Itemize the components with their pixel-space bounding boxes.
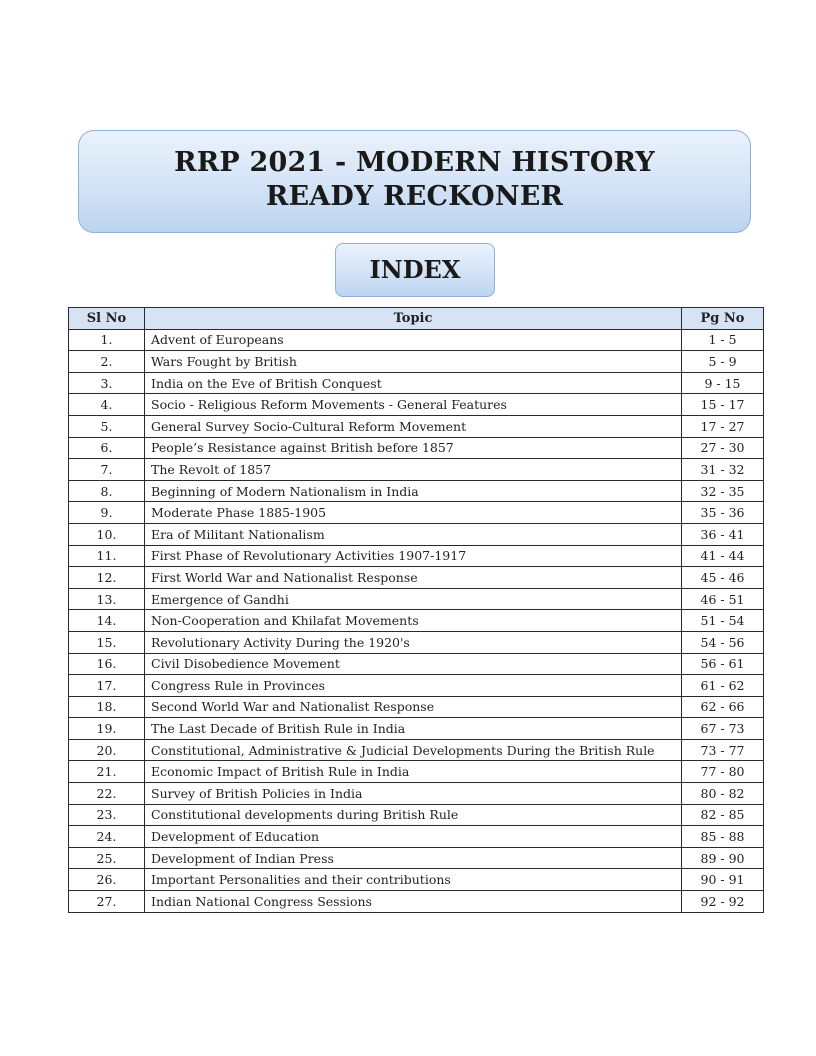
page-range-cell: 77 - 80 <box>682 761 764 783</box>
sl-no-cell: 27. <box>69 891 145 913</box>
table-row <box>69 545 764 567</box>
header-sl-no: Sl No <box>69 308 145 330</box>
table-row <box>69 329 764 351</box>
page-range-cell: 32 - 35 <box>682 480 764 502</box>
sl-no-cell: 22. <box>69 783 145 805</box>
topic-cell: First Phase of Revolutionary Activities 1907-1917 <box>145 545 682 567</box>
page-range-cell: 61 - 62 <box>682 675 764 697</box>
table-row <box>69 847 764 869</box>
table-row <box>69 653 764 675</box>
topic-cell: Moderate Phase 1885-1905 <box>145 502 682 524</box>
topic-cell: People’s Resistance against British before 1857 <box>145 437 682 459</box>
table-row <box>69 739 764 761</box>
topic-cell: Constitutional, Administrative & Judicial Developments During the British Rule <box>145 739 682 761</box>
page-range-cell: 89 - 90 <box>682 847 764 869</box>
topic-cell: Civil Disobedience Movement <box>145 653 682 675</box>
sl-no-cell: 16. <box>69 653 145 675</box>
topic-cell: The Last Decade of British Rule in India <box>145 718 682 740</box>
topic-cell: Constitutional developments during British Rule <box>145 804 682 826</box>
header-topic: Topic <box>145 308 682 330</box>
table-row <box>69 804 764 826</box>
page-range-cell: 27 - 30 <box>682 437 764 459</box>
topic-cell: Development of Indian Press <box>145 847 682 869</box>
table-row <box>69 675 764 697</box>
table-row <box>69 459 764 481</box>
page-range-cell: 36 - 41 <box>682 523 764 545</box>
sl-no-cell: 23. <box>69 804 145 826</box>
topic-cell: Congress Rule in Provinces <box>145 675 682 697</box>
page-range-cell: 85 - 88 <box>682 826 764 848</box>
topic-cell: Non-Cooperation and Khilafat Movements <box>145 610 682 632</box>
page-range-cell: 17 - 27 <box>682 415 764 437</box>
topic-cell: Second World War and Nationalist Response <box>145 696 682 718</box>
page-range-cell: 9 - 15 <box>682 372 764 394</box>
sl-no-cell: 13. <box>69 588 145 610</box>
page-range-cell: 80 - 82 <box>682 783 764 805</box>
sl-no-cell: 18. <box>69 696 145 718</box>
index-label: INDEX <box>369 255 461 284</box>
table-row <box>69 480 764 502</box>
page-range-cell: 51 - 54 <box>682 610 764 632</box>
sl-no-cell: 12. <box>69 567 145 589</box>
topic-cell: Survey of British Policies in India <box>145 783 682 805</box>
topic-cell: Development of Education <box>145 826 682 848</box>
table-row <box>69 761 764 783</box>
header-pg-no: Pg No <box>682 308 764 330</box>
sl-no-cell: 10. <box>69 523 145 545</box>
topic-cell: General Survey Socio-Cultural Reform Movement <box>145 415 682 437</box>
topic-cell: Economic Impact of British Rule in India <box>145 761 682 783</box>
table-body <box>69 329 764 912</box>
topic-cell: Revolutionary Activity During the 1920's <box>145 631 682 653</box>
topic-cell: Socio - Religious Reform Movements - General Features <box>145 394 682 416</box>
table-row <box>69 869 764 891</box>
page-range-cell: 46 - 51 <box>682 588 764 610</box>
table-row <box>69 394 764 416</box>
sl-no-cell: 14. <box>69 610 145 632</box>
sl-no-cell: 5. <box>69 415 145 437</box>
topic-cell: Emergence of Gandhi <box>145 588 682 610</box>
topic-cell: Era of Militant Nationalism <box>145 523 682 545</box>
table-row <box>69 437 764 459</box>
sl-no-cell: 21. <box>69 761 145 783</box>
page-range-cell: 5 - 9 <box>682 351 764 373</box>
table-row <box>69 502 764 524</box>
sl-no-cell: 11. <box>69 545 145 567</box>
sl-no-cell: 3. <box>69 372 145 394</box>
page-range-cell: 67 - 73 <box>682 718 764 740</box>
sl-no-cell: 2. <box>69 351 145 373</box>
sl-no-cell: 15. <box>69 631 145 653</box>
index-table <box>68 307 764 913</box>
topic-cell: Beginning of Modern Nationalism in India <box>145 480 682 502</box>
page-range-cell: 15 - 17 <box>682 394 764 416</box>
sl-no-cell: 19. <box>69 718 145 740</box>
index-banner <box>335 243 495 297</box>
topic-cell: Advent of Europeans <box>145 329 682 351</box>
page-range-cell: 90 - 91 <box>682 869 764 891</box>
topic-cell: Indian National Congress Sessions <box>145 891 682 913</box>
table-row <box>69 567 764 589</box>
sl-no-cell: 24. <box>69 826 145 848</box>
sl-no-cell: 6. <box>69 437 145 459</box>
table-row <box>69 610 764 632</box>
table-row <box>69 351 764 373</box>
table-row <box>69 696 764 718</box>
page-range-cell: 56 - 61 <box>682 653 764 675</box>
sl-no-cell: 20. <box>69 739 145 761</box>
table-header-row <box>69 308 764 330</box>
table-row <box>69 523 764 545</box>
table-row <box>69 718 764 740</box>
sl-no-cell: 1. <box>69 329 145 351</box>
page-range-cell: 45 - 46 <box>682 567 764 589</box>
sl-no-cell: 7. <box>69 459 145 481</box>
title-banner <box>78 130 751 233</box>
table-row <box>69 783 764 805</box>
topic-cell: India on the Eve of British Conquest <box>145 372 682 394</box>
page-range-cell: 82 - 85 <box>682 804 764 826</box>
table-row <box>69 891 764 913</box>
table-row <box>69 588 764 610</box>
topic-cell: First World War and Nationalist Response <box>145 567 682 589</box>
topic-cell: Wars Fought by British <box>145 351 682 373</box>
page-range-cell: 35 - 36 <box>682 502 764 524</box>
page-range-cell: 41 - 44 <box>682 545 764 567</box>
topic-cell: Important Personalities and their contributions <box>145 869 682 891</box>
page-range-cell: 1 - 5 <box>682 329 764 351</box>
sl-no-cell: 25. <box>69 847 145 869</box>
page-range-cell: 92 - 92 <box>682 891 764 913</box>
table-row <box>69 826 764 848</box>
sl-no-cell: 17. <box>69 675 145 697</box>
title-line-2: READY RECKONER <box>265 181 564 212</box>
sl-no-cell: 8. <box>69 480 145 502</box>
table-row <box>69 372 764 394</box>
table-row <box>69 631 764 653</box>
topic-cell: The Revolt of 1857 <box>145 459 682 481</box>
page-range-cell: 54 - 56 <box>682 631 764 653</box>
sl-no-cell: 9. <box>69 502 145 524</box>
sl-no-cell: 26. <box>69 869 145 891</box>
title-line-1: RRP 2021 - MODERN HISTORY <box>174 147 655 178</box>
sl-no-cell: 4. <box>69 394 145 416</box>
page-range-cell: 73 - 77 <box>682 739 764 761</box>
page-range-cell: 62 - 66 <box>682 696 764 718</box>
page-range-cell: 31 - 32 <box>682 459 764 481</box>
table-row <box>69 415 764 437</box>
